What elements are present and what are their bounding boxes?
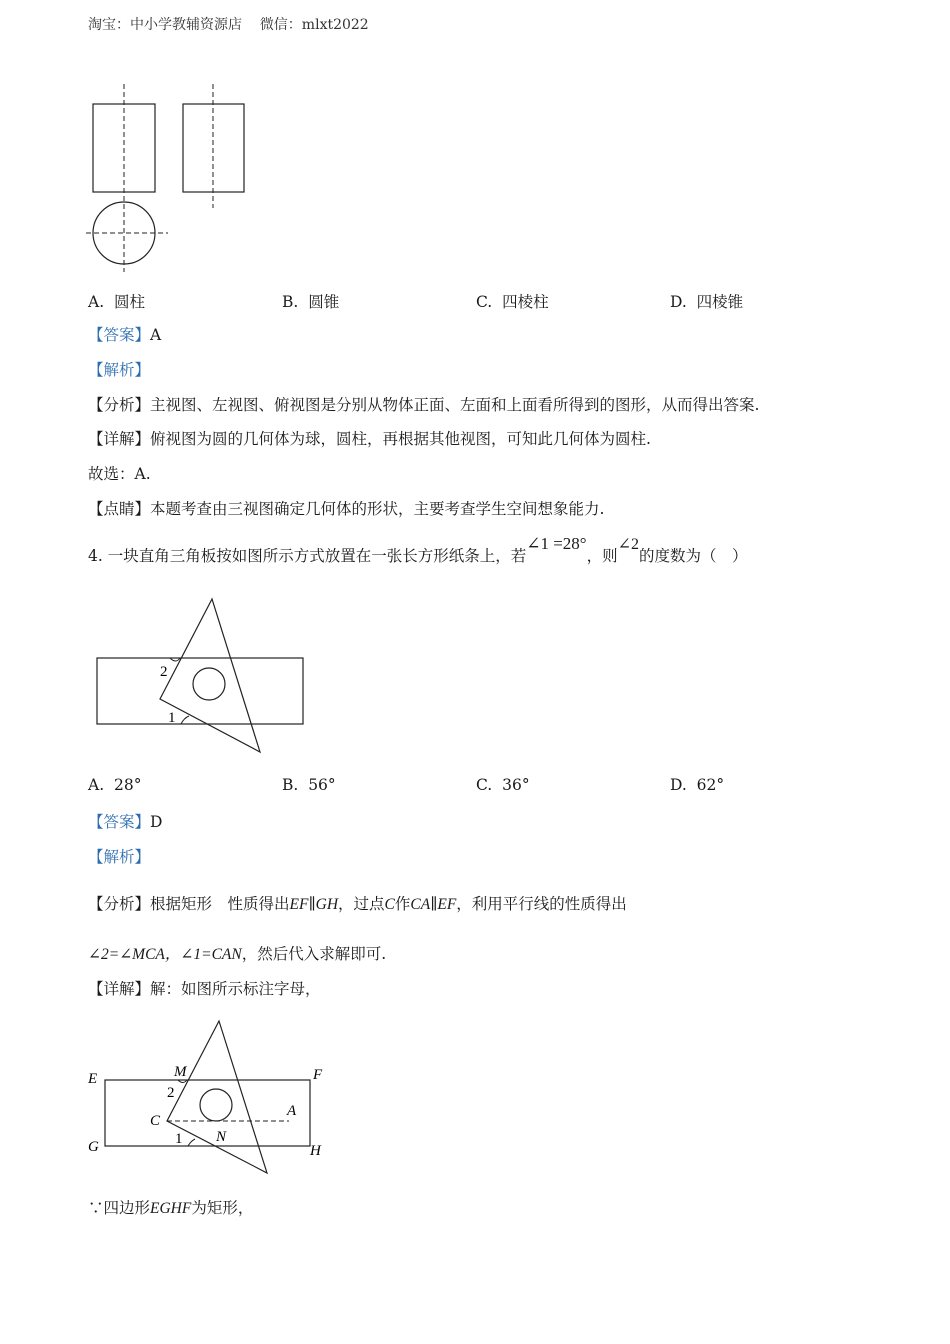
ruler-hole-2 xyxy=(200,1089,232,1121)
label-G: G xyxy=(88,1139,99,1155)
q4-fenxi-line2: ∠2=∠MCA，∠1=CAN，然后代入求解即可. xyxy=(88,945,387,963)
q4-option-d: D. 62° xyxy=(670,776,725,794)
label-C: C xyxy=(150,1113,161,1129)
fig2-label-1: 1 xyxy=(175,1131,183,1147)
q4-because: ∵四边形EGHF为矩形， xyxy=(88,1199,254,1217)
label-M: M xyxy=(174,1064,187,1080)
q4-fenxi: 【分析】根据矩形 性质得出EF∥GH，过点C作CA∥EF，利用平行线的性质得出 xyxy=(88,895,627,913)
q4-option-c: C. 36° xyxy=(476,776,530,794)
angle-1-arc-2 xyxy=(188,1139,195,1146)
triangle-ruler-2 xyxy=(167,1021,267,1173)
label-N: N xyxy=(216,1129,227,1145)
q3-guxuan: 故选：A. xyxy=(88,465,151,483)
header-shop: 淘宝：中小学教辅资源店 xyxy=(88,17,242,33)
label-A: A xyxy=(287,1103,297,1119)
label-F: F xyxy=(313,1067,323,1083)
label-H: H xyxy=(310,1143,321,1159)
q4-analysis-tag: 【解析】 xyxy=(88,848,151,866)
q4-figure-1 xyxy=(90,592,310,757)
q4-option-b: B. 56° xyxy=(282,776,336,794)
q3-fenxi: 【分析】主视图、左视图、俯视图是分别从物体正面、左面和上面看所得到的图形，从而得出答案. xyxy=(88,396,760,414)
q3-option-c: C. 四棱柱 xyxy=(476,293,549,311)
q4-option-a: A. 28° xyxy=(88,776,142,794)
q3-option-a: A. 圆柱 xyxy=(88,293,145,311)
fig1-label-1: 1 xyxy=(168,710,176,726)
q4-condition: ∠1 =28° xyxy=(526,534,587,553)
q4-figure-2 xyxy=(84,1015,334,1180)
fig1-label-2: 2 xyxy=(160,664,168,680)
rect-eghf xyxy=(105,1080,310,1146)
q3-option-d: D. 四棱锥 xyxy=(670,293,744,311)
fig2-label-2: 2 xyxy=(167,1085,175,1101)
label-E: E xyxy=(88,1071,98,1087)
triangle-ruler xyxy=(160,599,260,752)
ruler-hole xyxy=(193,668,225,700)
q4-stem: 4. 一块直角三角板按如图所示方式放置在一张长方形纸条上，若∠1 =28°，则∠2的度数为（ ） xyxy=(88,534,748,565)
three-view-figure xyxy=(80,80,260,275)
angle-1-arc xyxy=(181,716,189,724)
q4-target: ∠2 xyxy=(617,536,640,553)
q3-answer: 【答案】A xyxy=(88,326,162,344)
q3-dianjing: 【点睛】本题考查由三视图确定几何体的形状，主要考查学生空间想象能力. xyxy=(88,500,605,518)
paper-strip xyxy=(97,658,303,724)
header-wechat: 微信：mlxt2022 xyxy=(259,17,369,33)
q3-xiangjie: 【详解】俯视图为圆的几何体为球，圆柱，再根据其他视图，可知此几何体为圆柱. xyxy=(88,430,651,448)
q3-analysis-tag: 【解析】 xyxy=(88,361,151,379)
page-header xyxy=(88,14,369,34)
q4-xiangjie: 【详解】解：如图所示标注字母， xyxy=(88,980,321,998)
q3-option-b: B. 圆锥 xyxy=(282,293,340,311)
q4-answer: 【答案】D xyxy=(88,813,163,831)
